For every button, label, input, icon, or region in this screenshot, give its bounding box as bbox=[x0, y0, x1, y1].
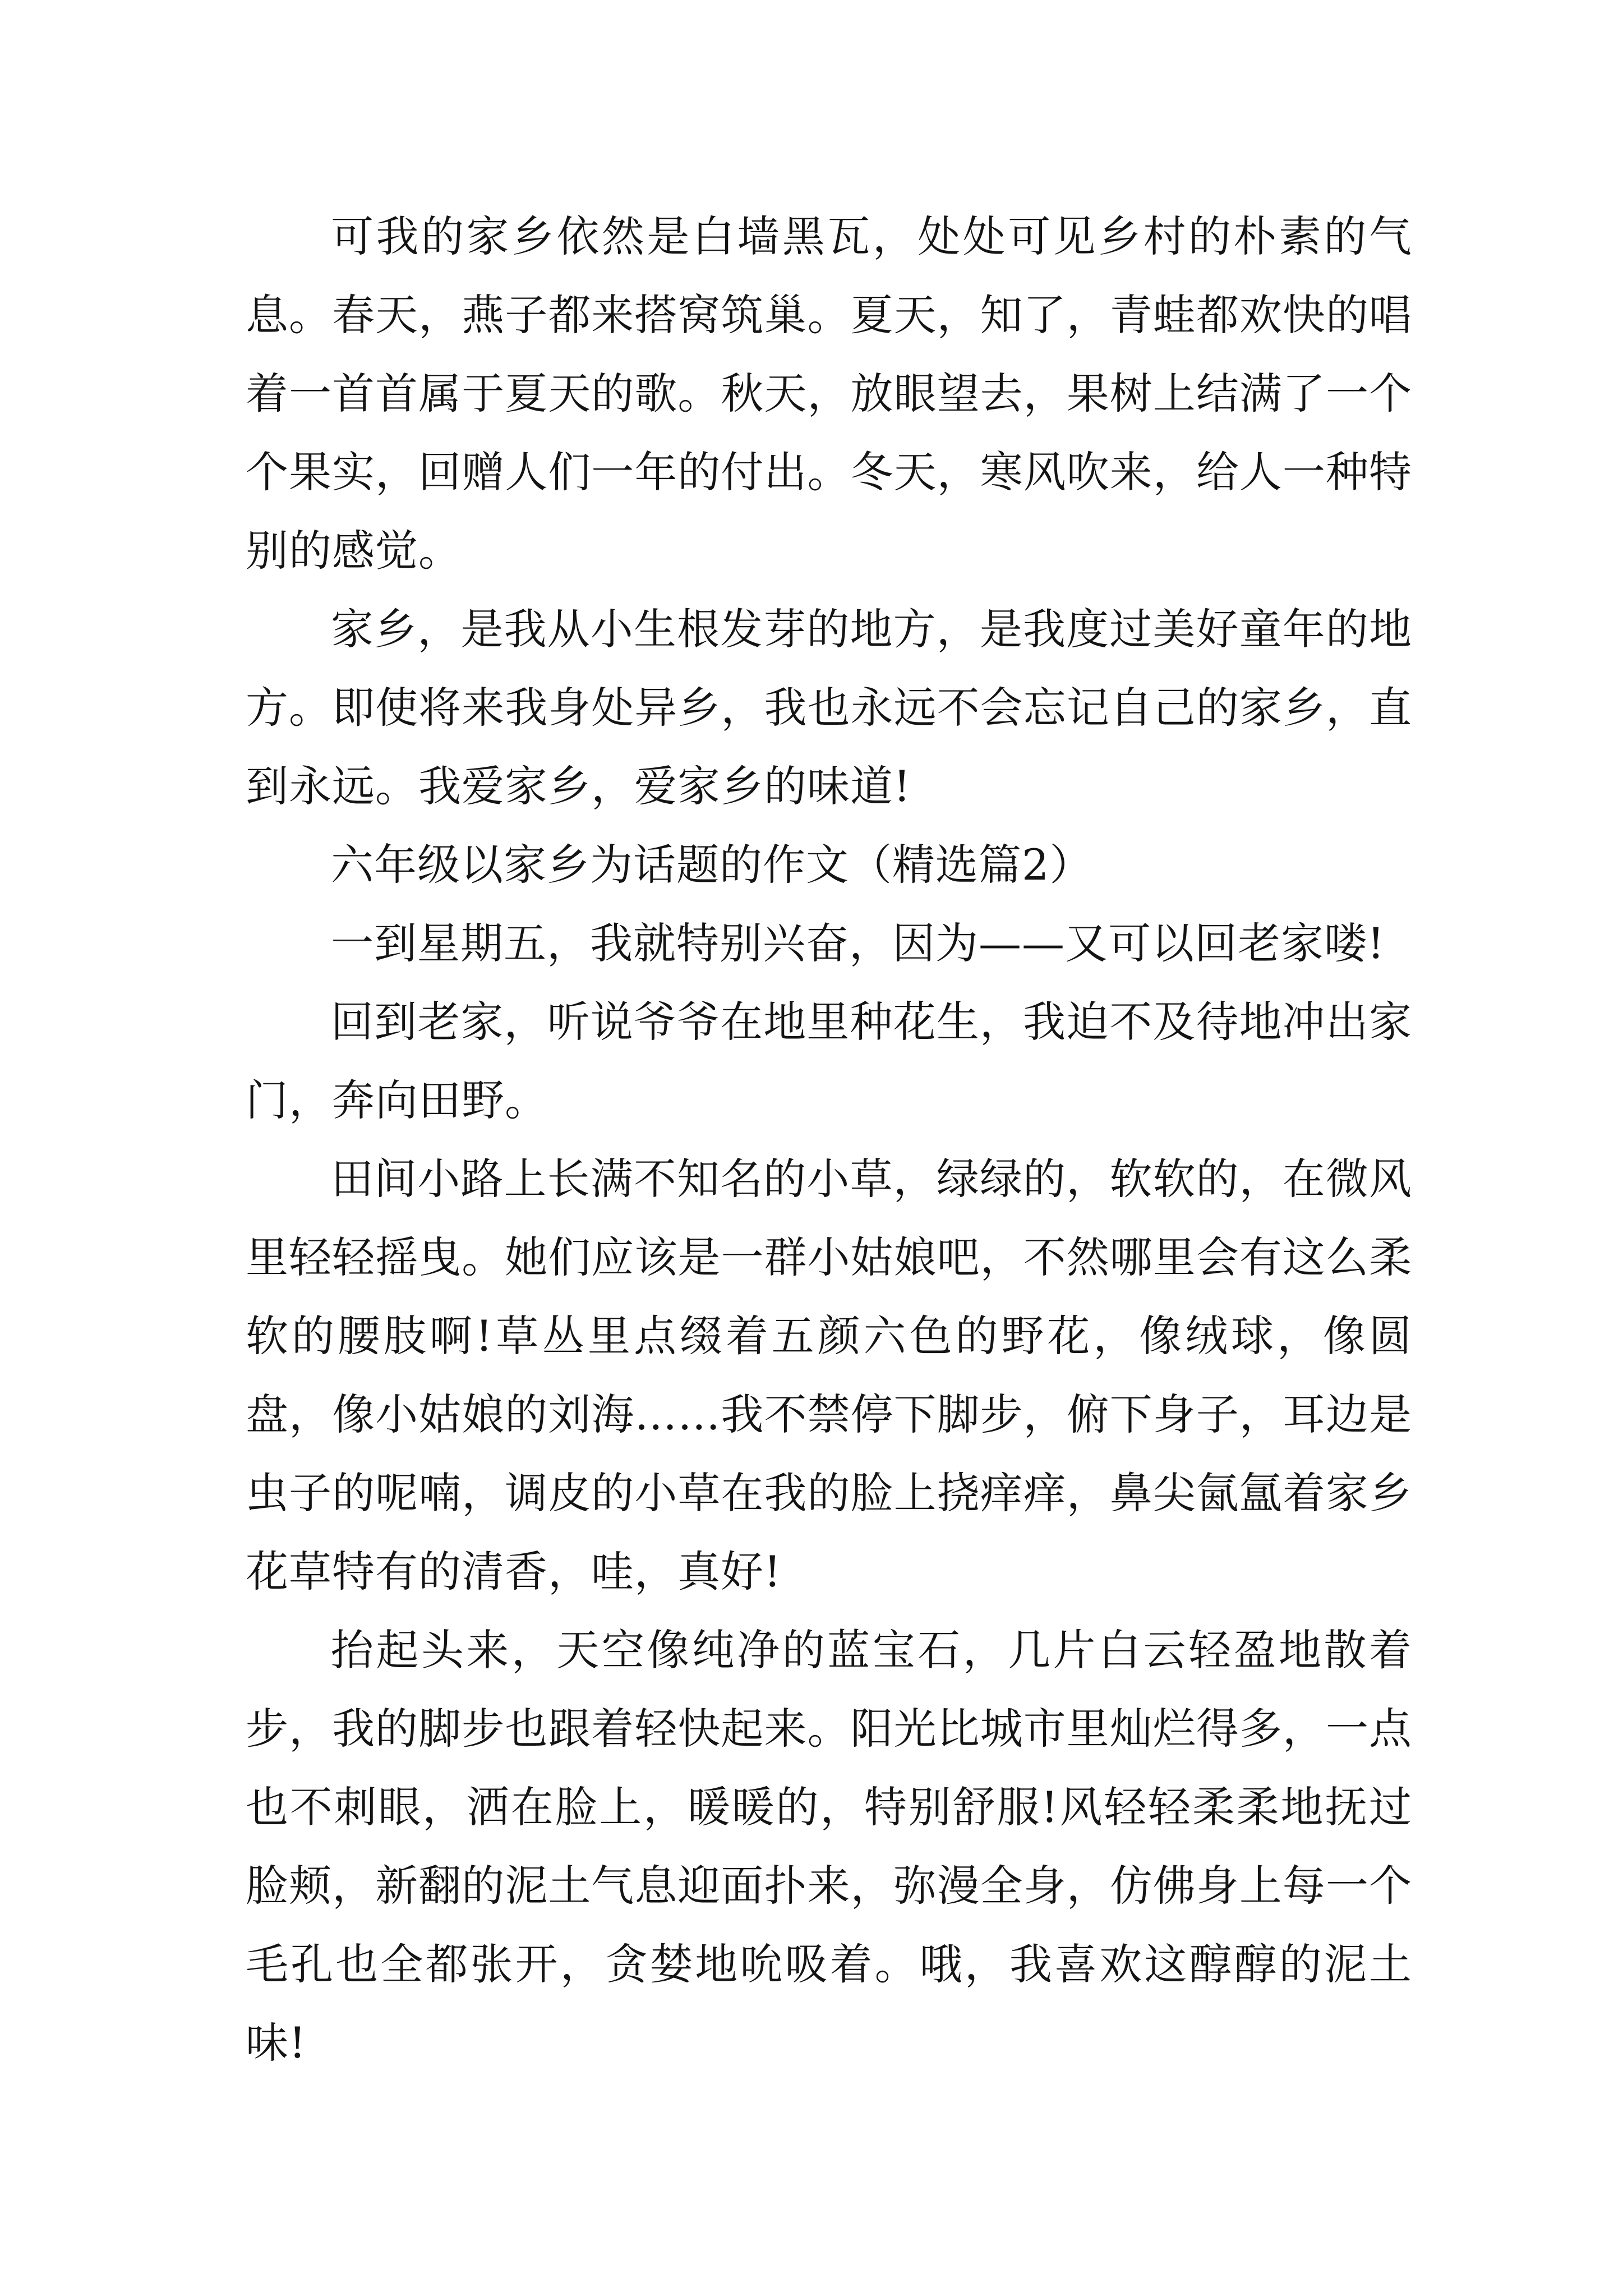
paragraph-friday: 一到星期五，我就特别兴奋，因为——又可以回老家喽! bbox=[331, 918, 1385, 968]
paragraph-hometown-love: 家乡，是我从小生根发芽的地方，是我度过美好童年的地方。即使将来我身处异乡，我也永远不会忘记自己的家乡，直到永远。我爱家乡，爱家乡的味道! bbox=[246, 604, 1412, 811]
essay-body bbox=[246, 197, 1412, 2082]
essay-heading: 六年级以家乡为话题的作文（精选篇2） bbox=[331, 840, 1093, 890]
paragraph-field-path: 田间小路上长满不知名的小草，绿绿的，软软的，在微风里轻轻摇曳。她们应该是一群小姑娘吧，不然哪里会有这么柔软的腰肢啊!草丛里点缀着五颜六色的野花，像绒球，像圆盘，像小姑娘的刘海……我不禁停下脚步，俯下身子，耳边是虫子的呢喃，调皮的小草在我的脸上挠痒痒，鼻尖氤氲着家乡花草特有的清香，哇，真好! bbox=[246, 1154, 1412, 1596]
paragraph-back-home: 回到老家，听说爷爷在地里种花生，我迫不及待地冲出家门，奔向田野。 bbox=[246, 997, 1412, 1125]
paragraph-hometown-seasons: 可我的家乡依然是白墙黑瓦，处处可见乡村的朴素的气息。春天，燕子都来搭窝筑巢。夏天，知了，青蛙都欢快的唱着一首首属于夏天的歌。秋天，放眼望去，果树上结满了一个个果实，回赠人们一年的付出。冬天，寒风吹来，给人一种特别的感觉。 bbox=[246, 211, 1412, 576]
paragraph-sky-soil: 抬起头来，天空像纯净的蓝宝石，几片白云轻盈地散着步，我的脚步也跟着轻快起来。阳光比城市里灿烂得多，一点也不刺眼，洒在脸上，暖暖的，特别舒服!风轻轻柔柔地抚过脸颊，新翻的泥土气息迎面扑来，弥漫全身，仿佛身上每一个毛孔也全都张开，贪婪地吮吸着。哦，我喜欢这醇醇的泥土味! bbox=[246, 1625, 1412, 2068]
